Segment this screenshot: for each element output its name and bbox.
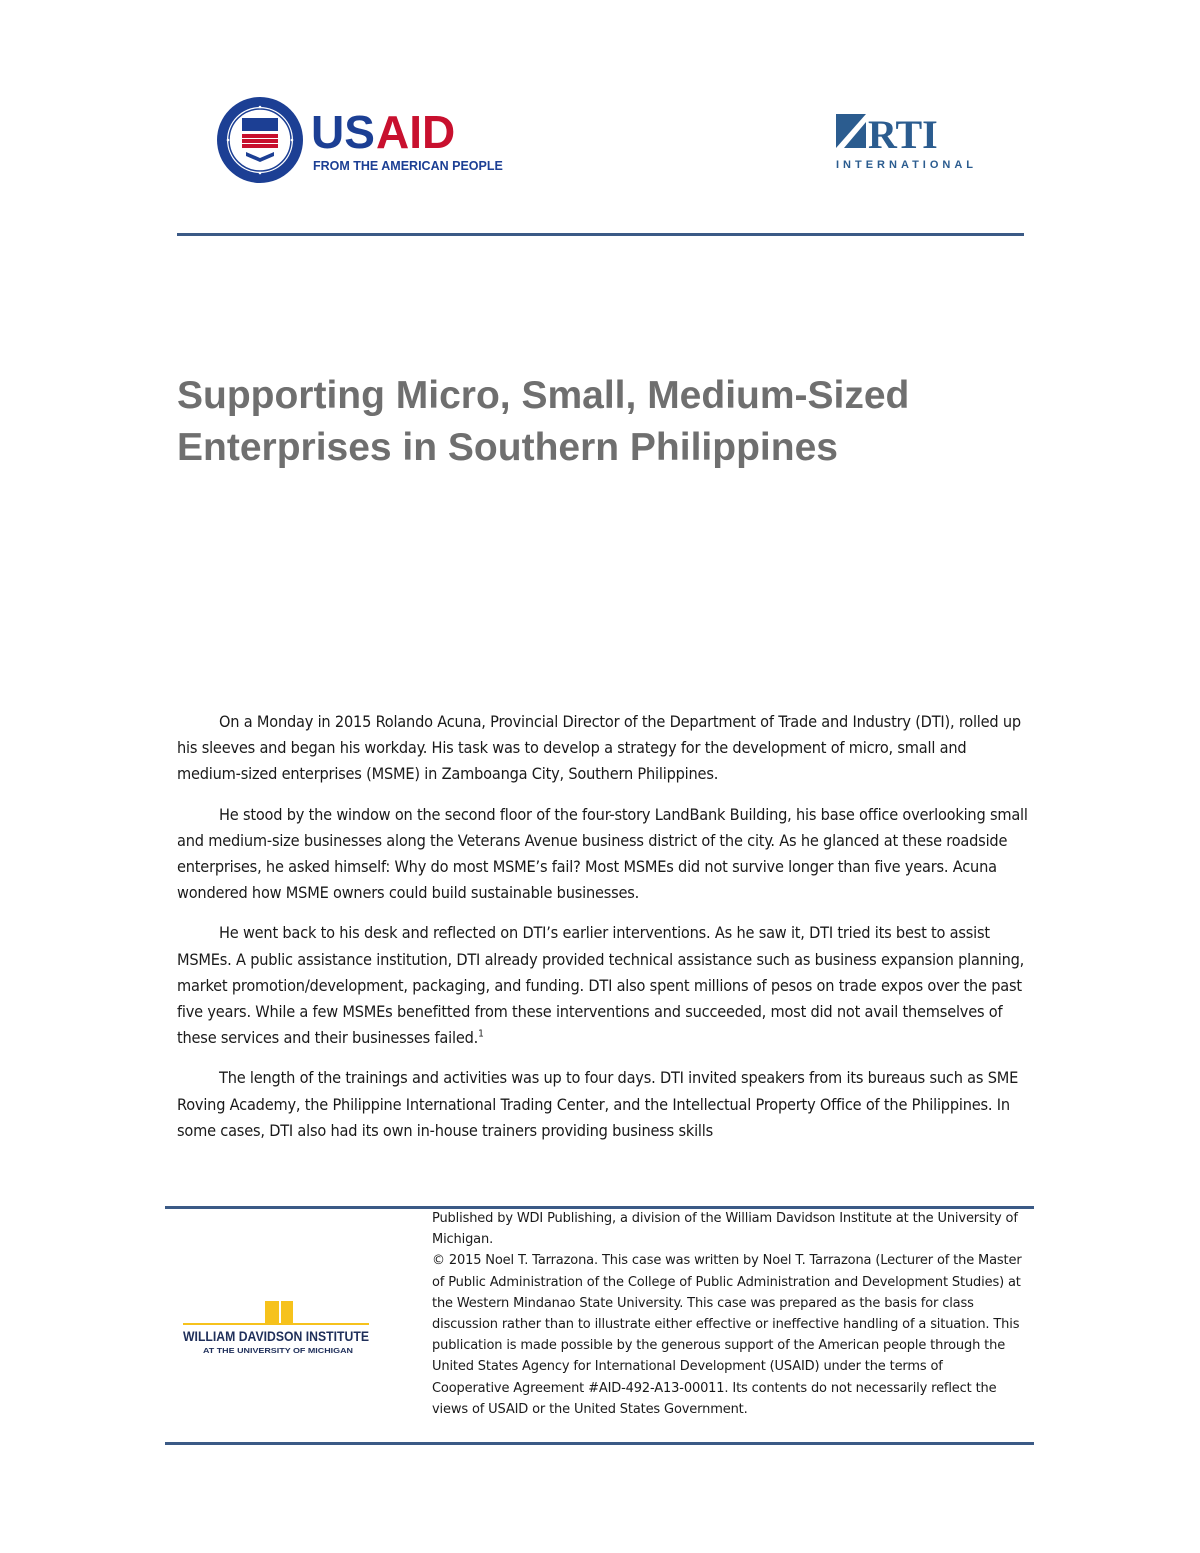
svg-text:AT THE UNIVERSITY OF MICHIGAN: AT THE UNIVERSITY OF MICHIGAN xyxy=(203,1348,353,1355)
svg-text:RTI: RTI xyxy=(868,112,938,157)
paragraph-text: He went back to his desk and reflected on DTI’s earlier interventions. As he saw it, DTI tried its best to assist MSMEs. A public assistance institution, DTI already provided technical assistance such as business expansion planning, market promotion/development, packaging, and funding. DTI also spent millions of pesos on trade expos over the past five years. While a few MSMEs benefitted from these interventions and succeeded, most did not avail themselves of these services and their businesses failed. xyxy=(177,923,1025,1048)
paragraph xyxy=(177,920,1033,1051)
svg-text:AID: AID xyxy=(376,106,456,158)
publication-notice xyxy=(432,1208,1022,1420)
usaid-logo xyxy=(216,96,506,186)
header-divider xyxy=(177,233,1024,236)
paragraph: On a Monday in 2015 Rolando Acuna, Provincial Director of the Department of Trade and Industry (DTI), rolled up his sleeves and began his workday. His task was to develop a strategy for the development of micro, small and medium-sized enterprises (MSME) in Zamboanga City, Southern Philippines. xyxy=(177,712,1021,784)
svg-text:US: US xyxy=(311,106,375,158)
title-line-1: Supporting Micro, Small, Medium-Sized xyxy=(177,374,910,417)
document-title xyxy=(177,370,1077,474)
paragraph: He stood by the window on the second floor of the four-story LandBank Building, his base office overlooking small and medium-size businesses along the Veterans Avenue business district of the city. As he glanced at these roadside enterprises, he asked himself: Why do most MSME’s fail? Most MSMEs did not survive longer than five years. Acuna wondered how MSME owners could build sustainable businesses. xyxy=(177,804,1028,903)
footnote-marker: 1 xyxy=(478,1028,484,1040)
svg-text:INTERNATIONAL: INTERNATIONAL xyxy=(836,159,978,171)
document-body xyxy=(177,709,1033,1158)
svg-text:WILLIAM DAVIDSON INSTITUTE: WILLIAM DAVIDSON INSTITUTE xyxy=(183,1329,369,1344)
copyright-notice: © 2015 Noel T. Tarrazona. This case was written by Noel T. Tarrazona (Lecturer of the Master of Public Administration of the College of Public Administration and Development Studies) at the Western Mindanao State University. This case was prepared as the basis for class discussion rather than to illustrate either effective or ineffective handling of a situation. This publication is made possible by the generous support of the American people through the United States Agency for International Development (USAID) under the terms of Cooperative Agreement #AID-492-A13-00011. Its contents do not necessarily reflect the views of USAID or the United States Government. xyxy=(432,1253,1022,1417)
paragraph: The length of the trainings and activities was up to four days. DTI invited speakers from its bureaus such as SME Roving Academy, the Philippine International Trading Center, and the Intellectual Property Office of the Philippines. In some cases, DTI also had its own in-house trainers providing business skills xyxy=(177,1068,1019,1140)
rti-logo xyxy=(834,112,984,172)
svg-text:FROM THE AMERICAN PEOPLE: FROM THE AMERICAN PEOPLE xyxy=(313,159,503,173)
published-by: Published by WDI Publishing, a division of the William Davidson Institute at the University of Michigan. xyxy=(432,1211,1018,1248)
footer-divider-bottom xyxy=(165,1442,1034,1445)
title-line-2: Enterprises in Southern Philippines xyxy=(177,426,838,469)
wdi-logo xyxy=(183,1297,373,1359)
